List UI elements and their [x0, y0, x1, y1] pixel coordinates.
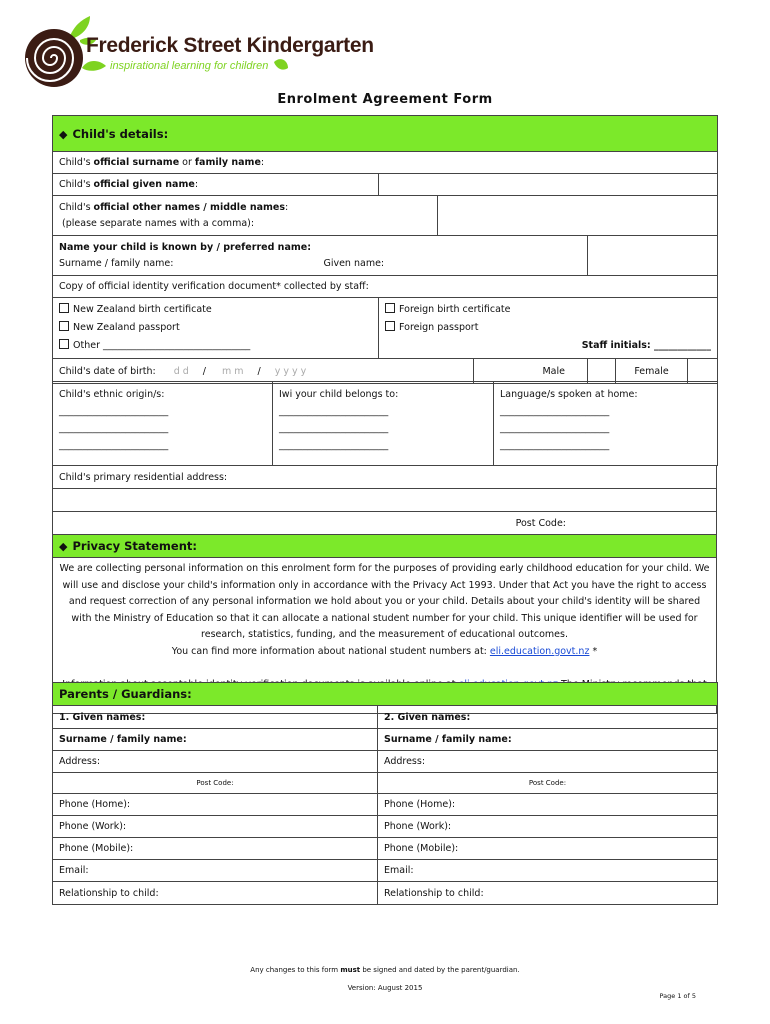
male-checkbox[interactable]: [588, 359, 616, 384]
foreign-birth-checkbox[interactable]: [385, 303, 395, 313]
parents-table: [52, 682, 718, 905]
privacy-header: [53, 535, 717, 558]
form-title: Enrolment Agreement Form: [277, 92, 493, 107]
male-label: Male: [474, 359, 588, 384]
iwi-field[interactable]: Iwi your child belongs to: _______________________ _______________________ _______________________: [273, 382, 494, 466]
child-details-header: [53, 116, 718, 152]
child-given-name-field[interactable]: [379, 174, 718, 196]
parent2-post-code[interactable]: Post Code:: [378, 773, 718, 794]
address-table: [52, 465, 717, 535]
parent2-email[interactable]: Email:: [378, 860, 718, 882]
parent1-given-field[interactable]: 1. Given names:: [53, 706, 378, 729]
diamond-icon: ◆: [59, 127, 68, 141]
child-given-name-label: Child's official given name:: [53, 174, 379, 196]
known-by-field[interactable]: Name your child is known by / preferred name: Surname / family name: Given name:: [53, 236, 588, 276]
dob-field[interactable]: Child's date of birth: d d / m m / y y y y: [53, 359, 474, 384]
id-doc-options-right: Foreign birth certificate Foreign passport Staff initials: ____________: [379, 298, 718, 359]
parent2-address-field[interactable]: Address:: [378, 751, 718, 773]
footer-note: Any changes to this form must be signed and dated by the parent/guardian.: [250, 966, 520, 974]
parent1-phone-work[interactable]: Phone (Work):: [53, 816, 378, 838]
child-surname-field[interactable]: Child's official surname or family name:: [53, 152, 718, 174]
kindergarten-logo: [20, 14, 96, 90]
parent1-surname-field[interactable]: Surname / family name:: [53, 729, 378, 751]
parent2-phone-work[interactable]: Phone (Work):: [378, 816, 718, 838]
other-checkbox[interactable]: [59, 339, 69, 349]
parents-header: Parents / Guardians:: [53, 683, 718, 706]
child-details-table: [52, 115, 718, 384]
org-tagline: inspirational learning for children: [110, 60, 269, 72]
child-other-names-label: Child's official other names / middle names: (please separate names with a comma):: [53, 196, 438, 236]
parent2-relationship[interactable]: Relationship to child:: [378, 882, 718, 905]
address-label: Child's primary residential address:: [53, 466, 717, 489]
child-post-code[interactable]: Post Code:: [53, 512, 717, 535]
org-name: Frederick Street Kindergarten: [86, 34, 374, 57]
parent2-phone-mobile[interactable]: Phone (Mobile):: [378, 838, 718, 860]
parent1-relationship[interactable]: Relationship to child:: [53, 882, 378, 905]
parent2-surname-field[interactable]: Surname / family name:: [378, 729, 718, 751]
female-checkbox[interactable]: [688, 359, 718, 384]
parent1-email[interactable]: Email:: [53, 860, 378, 882]
parent2-phone-home[interactable]: Phone (Home):: [378, 794, 718, 816]
parent1-address-field[interactable]: Address:: [53, 751, 378, 773]
id-doc-label: Copy of official identity verification document* collected by staff:: [53, 276, 718, 298]
female-label: Female: [616, 359, 688, 384]
parent2-given-field[interactable]: 2. Given names:: [378, 706, 718, 729]
known-by-extra-field[interactable]: [588, 236, 718, 276]
nz-birth-checkbox[interactable]: [59, 303, 69, 313]
footer-version: Version: August 2015: [347, 984, 423, 992]
privacy-text: We are collecting personal information on this enrolment form for the purposes of providing early childhood education for your child. We will use and disclose your child's information only in accordance with the Privacy Act 1993. Under that Act you have the right to access and request correction of any personal information we hold about you or your child. Details about your child's identity will be shared with the Ministry of Education so that it can allocate a national student number for your child. This unique identifier will be used for research, statistics, funding, and the measurement of educational outcomes. You can find more information about national student numbers at: eli.education.govt.nz *: [53, 558, 717, 714]
nz-passport-checkbox[interactable]: [59, 321, 69, 331]
parent1-phone-home[interactable]: Phone (Home):: [53, 794, 378, 816]
page-number: Page 1 of 5: [659, 992, 696, 1000]
id-doc-options-left: New Zealand birth certificate New Zealand passport Other _______________________________: [53, 298, 379, 359]
diamond-icon: ◆: [59, 540, 68, 553]
address-line-1[interactable]: [53, 489, 717, 512]
staff-initials[interactable]: Staff initials: ____________: [581, 340, 712, 351]
section-title: Child's details:: [72, 126, 169, 141]
foreign-passport-checkbox[interactable]: [385, 321, 395, 331]
eli-link[interactable]: eli.education.govt.nz: [489, 645, 590, 657]
ethnic-origin-field[interactable]: Child's ethnic origin/s: _______________________ _______________________ _______________________: [53, 382, 273, 466]
child-other-names-field[interactable]: [438, 196, 718, 236]
section-title: Privacy Statement:: [72, 539, 197, 553]
leaf-icon: [80, 58, 108, 74]
origin-table: [52, 381, 718, 466]
leaf-icon: [272, 58, 290, 72]
language-field[interactable]: Language/s spoken at home: _______________________ _______________________ _______________________: [494, 382, 718, 466]
parent1-phone-mobile[interactable]: Phone (Mobile):: [53, 838, 378, 860]
parent1-post-code[interactable]: Post Code:: [53, 773, 378, 794]
